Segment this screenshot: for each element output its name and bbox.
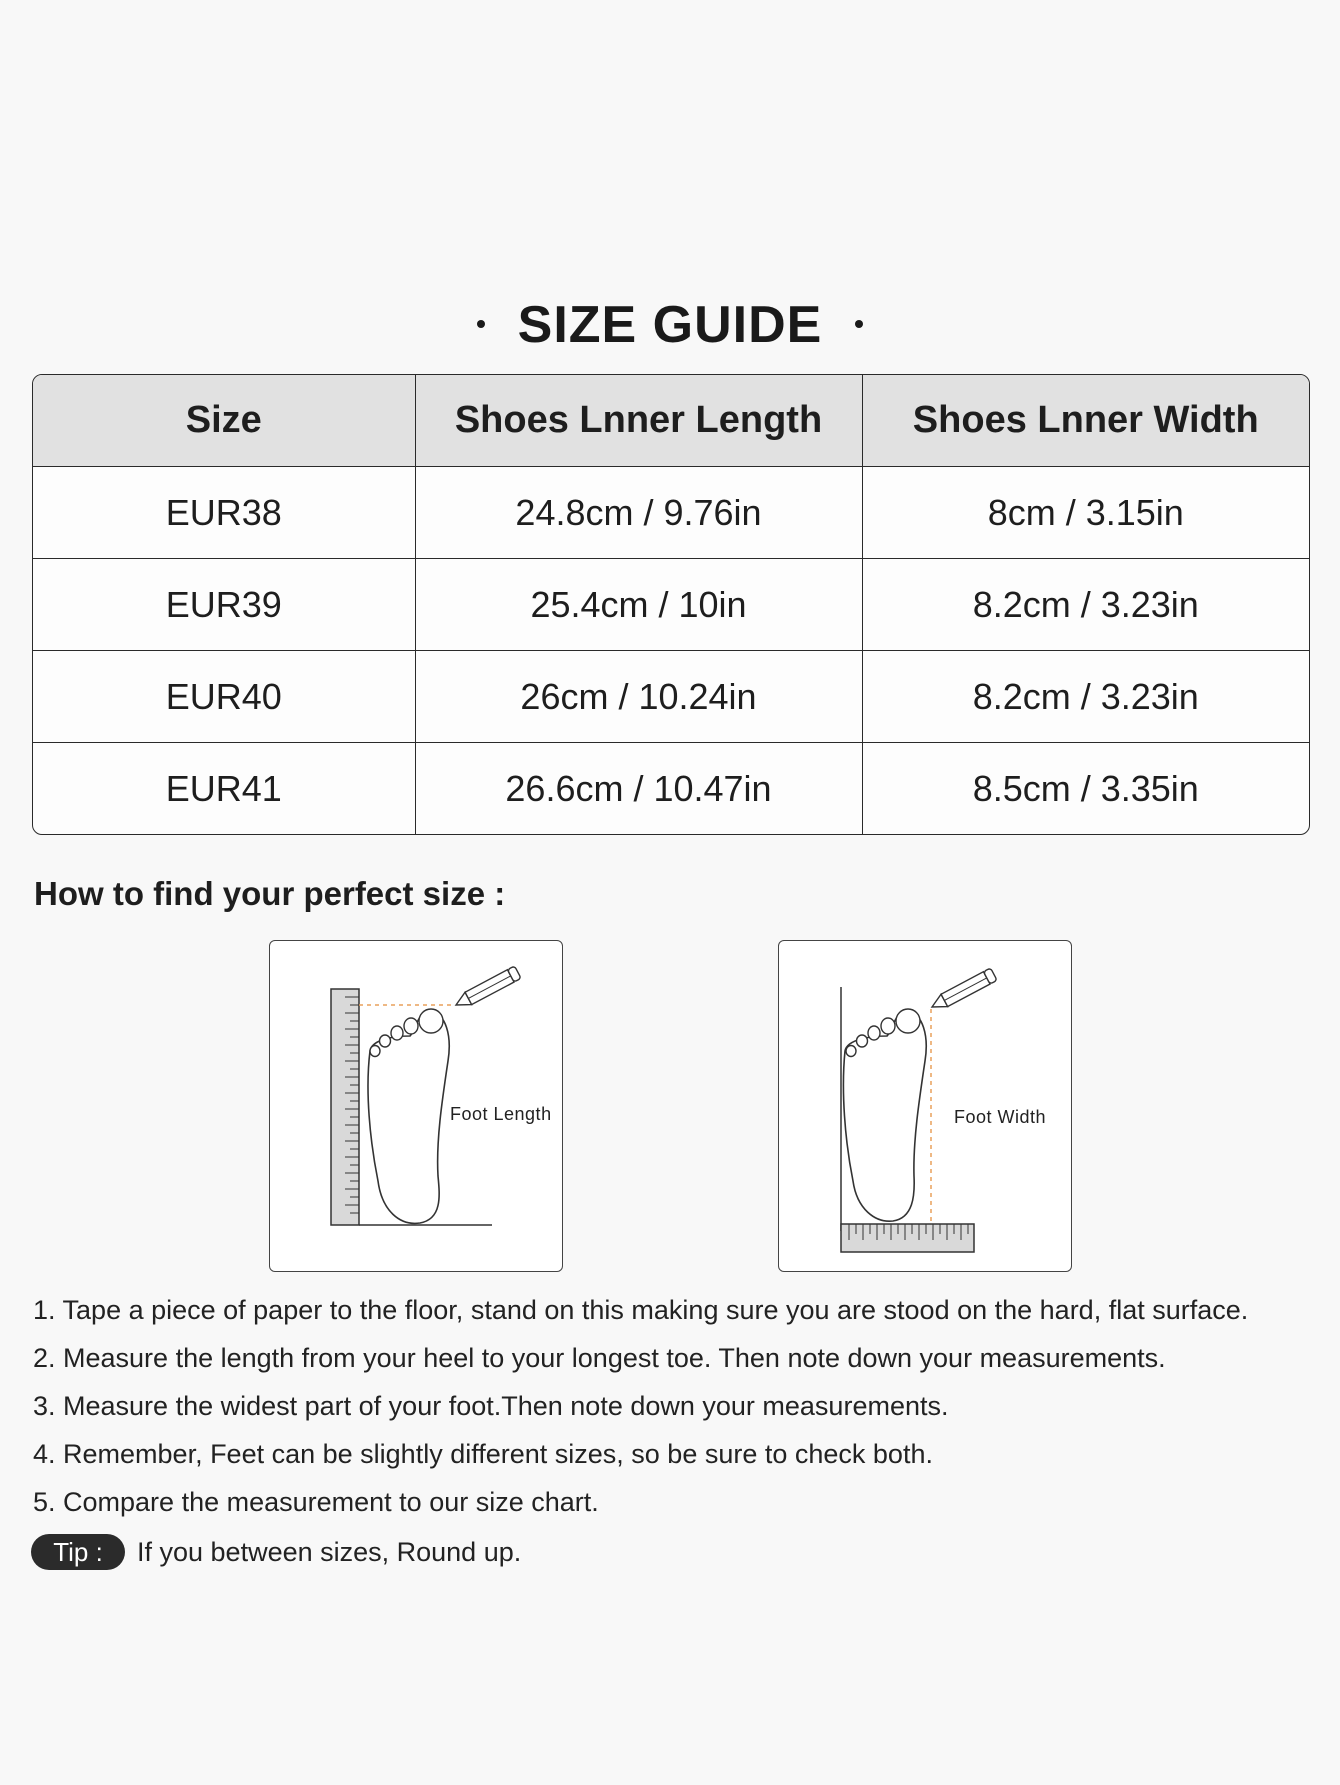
instruction-step: 3. Measure the widest part of your foot.Then note down your measurements. (33, 1391, 949, 1421)
cell-length: 26cm / 10.24in (415, 651, 862, 743)
table-row (33, 743, 1309, 835)
instruction-step: 4. Remember, Feet can be slightly different sizes, so be sure to check both. (33, 1439, 933, 1469)
ruler-icon (331, 989, 359, 1225)
foot-icon (843, 1011, 926, 1221)
table-row (33, 651, 1309, 743)
table-row (33, 559, 1309, 651)
header-length: Shoes Lnner Length (415, 375, 862, 467)
cell-width: 8.5cm / 3.35in (972, 767, 1199, 809)
cell-length: 24.8cm / 9.76in (415, 467, 862, 559)
instruction-step: 1. Tape a piece of paper to the floor, stand on this making sure you are stood on the hard, flat surface. (33, 1295, 1249, 1325)
instruction-step: 5. Compare the measurement to our size chart. (33, 1487, 599, 1517)
cell-size: EUR39 (33, 559, 415, 651)
foot-width-label: Foot Width (954, 1107, 1047, 1127)
table-header-row (33, 375, 1309, 467)
foot-width-diagram (778, 940, 1072, 1272)
instructions-list (33, 1286, 1323, 1526)
how-to-title: How to find your perfect size : (34, 875, 506, 912)
cell-width: 8cm / 3.15in (862, 467, 1309, 559)
foot-width-illustration (779, 941, 1071, 1271)
cell-size: EUR40 (33, 651, 415, 743)
cell-width: 8.2cm / 3.23in (862, 651, 1309, 743)
header-width: Shoes Lnner Width (862, 375, 1309, 467)
cell-width: 8.2cm / 3.23in (862, 559, 1309, 651)
tip-text: If you between sizes, Round up. (137, 1537, 522, 1567)
title-right-dot (855, 320, 863, 328)
cell-size: EUR41 (33, 743, 415, 835)
tip-badge: Tip : (31, 1534, 125, 1570)
page-title: SIZE GUIDE (517, 296, 823, 354)
size-table (32, 374, 1310, 835)
foot-length-diagram (269, 940, 563, 1272)
instruction-step: 2. Measure the length from your heel to your longest toe. Then note down your measurements. (33, 1343, 1166, 1373)
foot-length-label: Foot Length (450, 1104, 552, 1124)
header-size: Size (33, 375, 415, 467)
pencil-icon (453, 966, 521, 1011)
pencil-icon (929, 968, 997, 1013)
title-row (0, 290, 1340, 360)
cell-length: 25.4cm / 10in (415, 559, 862, 651)
cell-length: 26.6cm / 10.47in (415, 743, 862, 835)
cell-size: EUR38 (33, 467, 415, 559)
table-row (33, 467, 1309, 559)
